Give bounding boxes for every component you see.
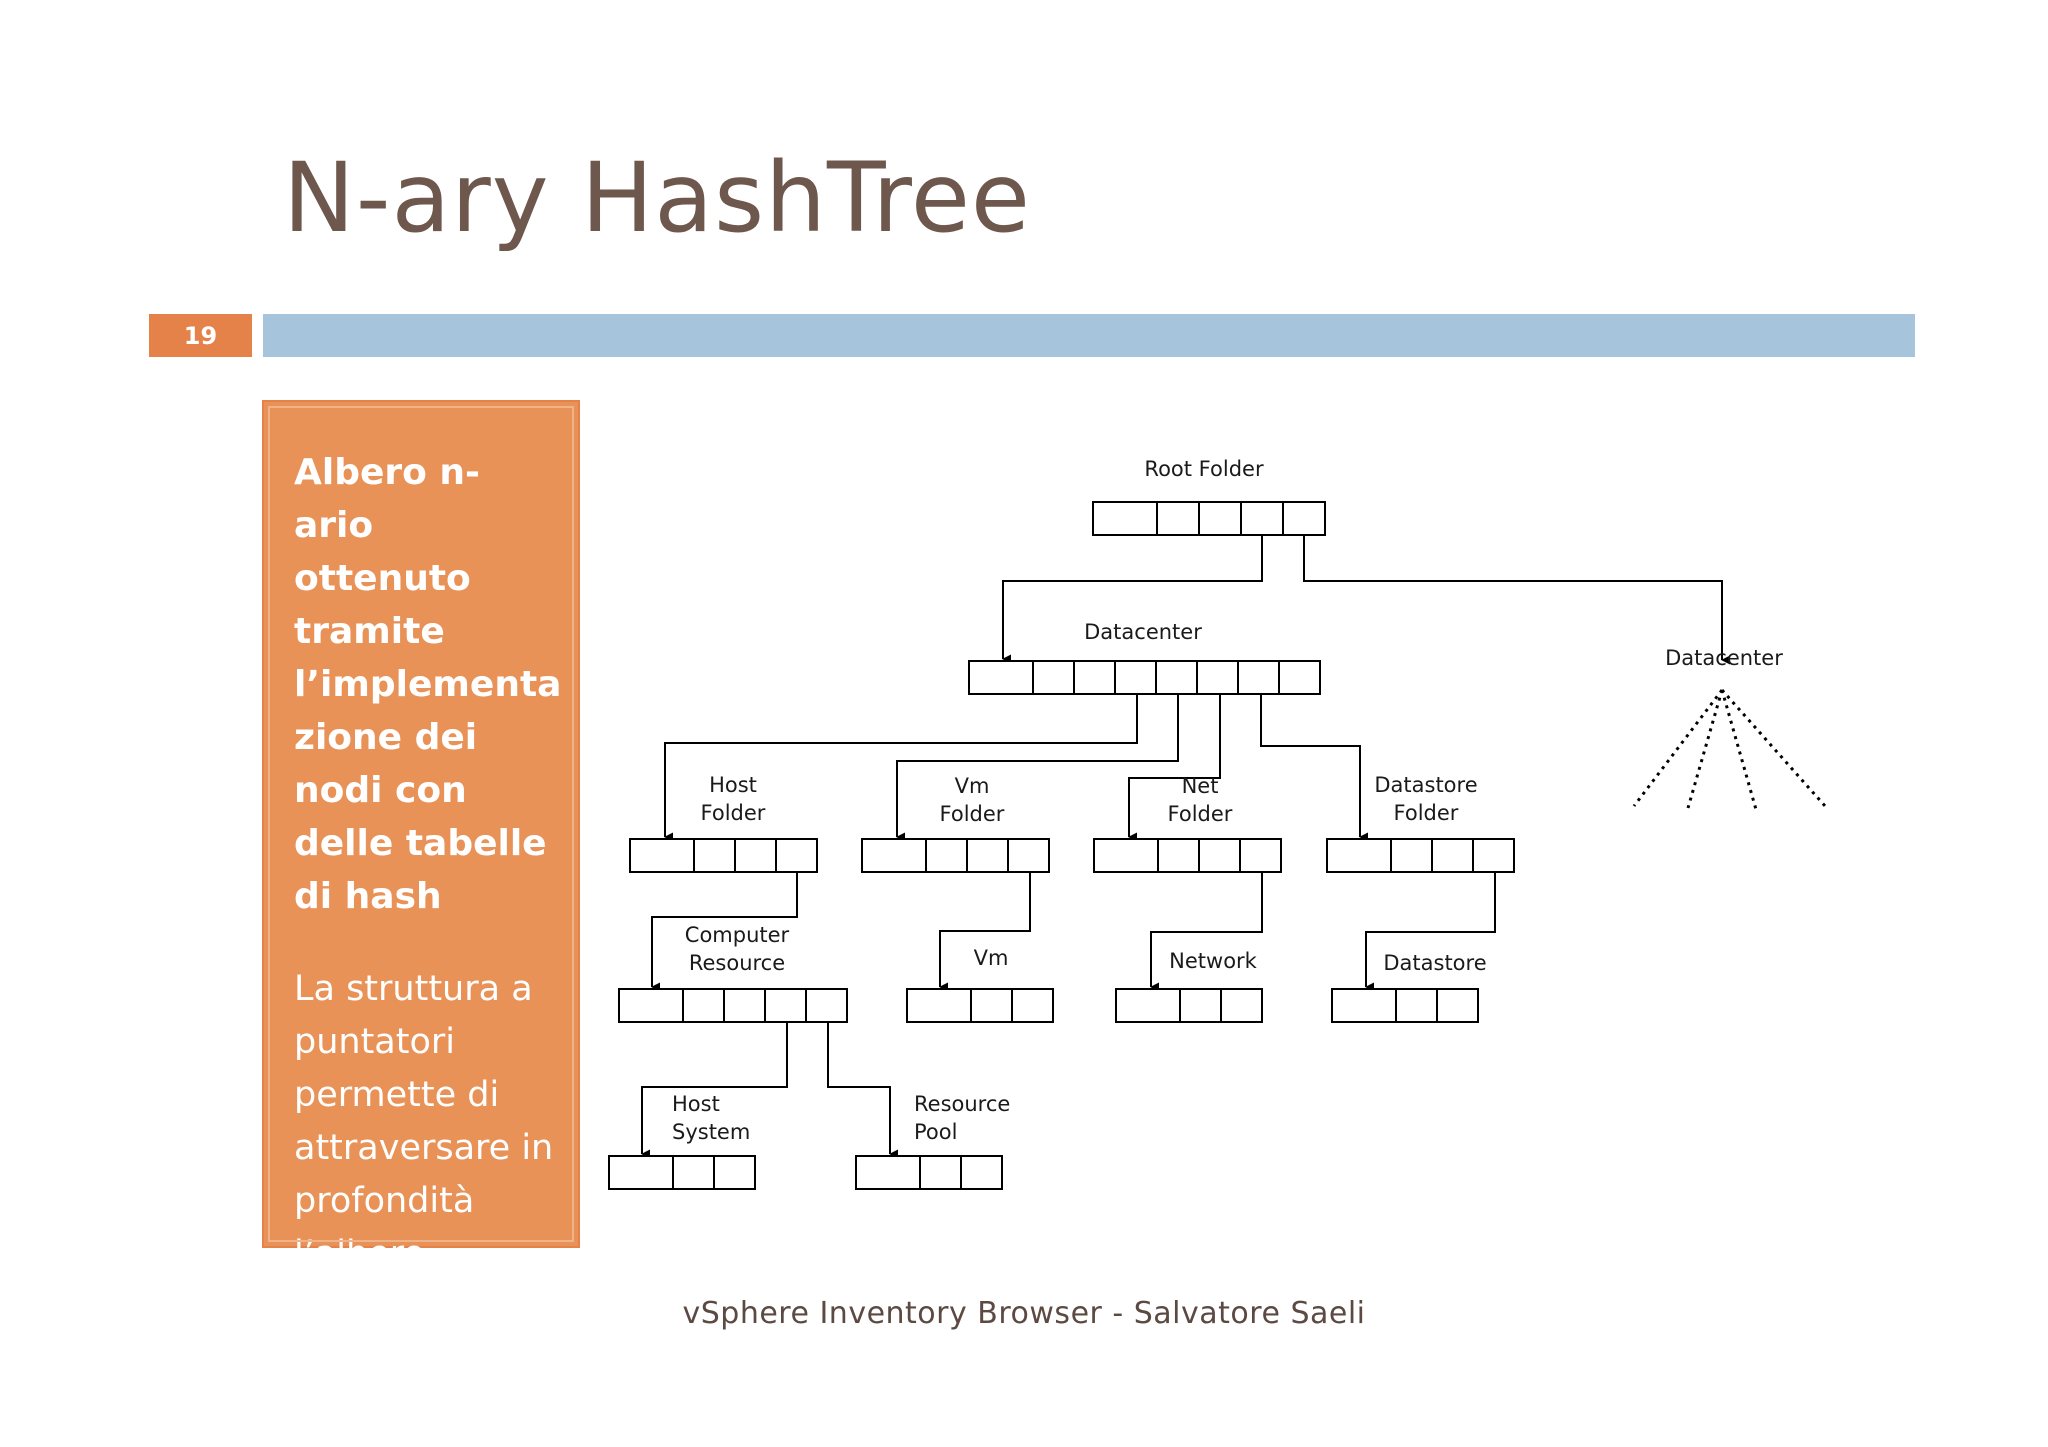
hash-table bbox=[1327, 839, 1514, 872]
tree-node-label: Pool bbox=[914, 1120, 958, 1144]
tree-node-datastore-folder bbox=[1327, 773, 1514, 872]
tree-node-host-system bbox=[609, 1092, 755, 1189]
hash-table bbox=[1116, 989, 1262, 1022]
tree-node-network bbox=[1116, 949, 1262, 1022]
tree-node-computer-resource bbox=[619, 923, 847, 1022]
description-bold-text: Albero n-ario ottenuto tramite l’implementa zione dei nodi con delle tabelle di hash bbox=[294, 452, 562, 917]
tree-node-label: Folder bbox=[1167, 802, 1233, 826]
description-normal-text: La struttura a puntatori permette di attraversare in profondità l’albero bbox=[294, 969, 554, 1274]
hash-table bbox=[609, 1156, 755, 1189]
tree-node-label: Host bbox=[672, 1092, 720, 1116]
dotted-child-link bbox=[1634, 690, 1722, 806]
dotted-child-link bbox=[1688, 690, 1722, 808]
hash-table bbox=[907, 989, 1053, 1022]
edge-computer-resource-resource-pool bbox=[828, 1022, 890, 1154]
tree-node-label: Datacenter bbox=[1084, 620, 1202, 644]
tree-node-label: Vm bbox=[973, 946, 1009, 970]
tree-node-label: System bbox=[672, 1120, 751, 1144]
tree-node-label: Vm bbox=[954, 774, 990, 798]
tree-node-label: Net bbox=[1181, 774, 1219, 798]
tree-node-label: Datacenter bbox=[1665, 646, 1783, 670]
tree-node-datacenter2 bbox=[1665, 646, 1783, 670]
tree-node-label: Computer bbox=[684, 923, 790, 947]
tree-node-root bbox=[1093, 457, 1325, 535]
tree-node-net-folder bbox=[1094, 774, 1281, 872]
edge-datacenter-datastore-folder bbox=[1261, 694, 1360, 837]
edge-root-datacenter2 bbox=[1304, 535, 1722, 660]
tree-node-label: Datastore bbox=[1383, 951, 1487, 975]
tree-node-datastore bbox=[1332, 951, 1487, 1022]
dotted-child-link bbox=[1722, 690, 1825, 806]
slide-footer: vSphere Inventory Browser - Salvatore Saeli bbox=[682, 1296, 1366, 1331]
tree-node-label: Resource bbox=[914, 1092, 1011, 1116]
tree-node-label: Host bbox=[709, 773, 757, 797]
hash-table bbox=[856, 1156, 1002, 1189]
hash-table bbox=[630, 839, 817, 872]
tree-node-vm bbox=[907, 946, 1053, 1022]
tree-node-label: Datastore bbox=[1374, 773, 1478, 797]
tree-node-label: Resource bbox=[688, 951, 786, 975]
tree-node-label: Root Folder bbox=[1144, 457, 1264, 481]
hash-table bbox=[1094, 839, 1281, 872]
hash-table bbox=[969, 661, 1320, 694]
tree-node-datacenter bbox=[969, 620, 1320, 694]
hash-table bbox=[619, 989, 847, 1022]
tree-node-label: Folder bbox=[1393, 801, 1459, 825]
tree-node-host-folder bbox=[630, 773, 817, 872]
tree-node-label: Folder bbox=[939, 802, 1005, 826]
hash-table bbox=[862, 839, 1049, 872]
tree-node-vm-folder bbox=[862, 774, 1049, 872]
tree-node-label: Network bbox=[1169, 949, 1257, 973]
hash-table bbox=[1093, 502, 1325, 535]
slide-number: 19 bbox=[149, 314, 252, 357]
slide-title: N-ary HashTree bbox=[283, 142, 1031, 254]
hash-table bbox=[1332, 989, 1478, 1022]
tree-node-resource-pool bbox=[856, 1092, 1010, 1189]
tree-node-label: Folder bbox=[700, 801, 766, 825]
